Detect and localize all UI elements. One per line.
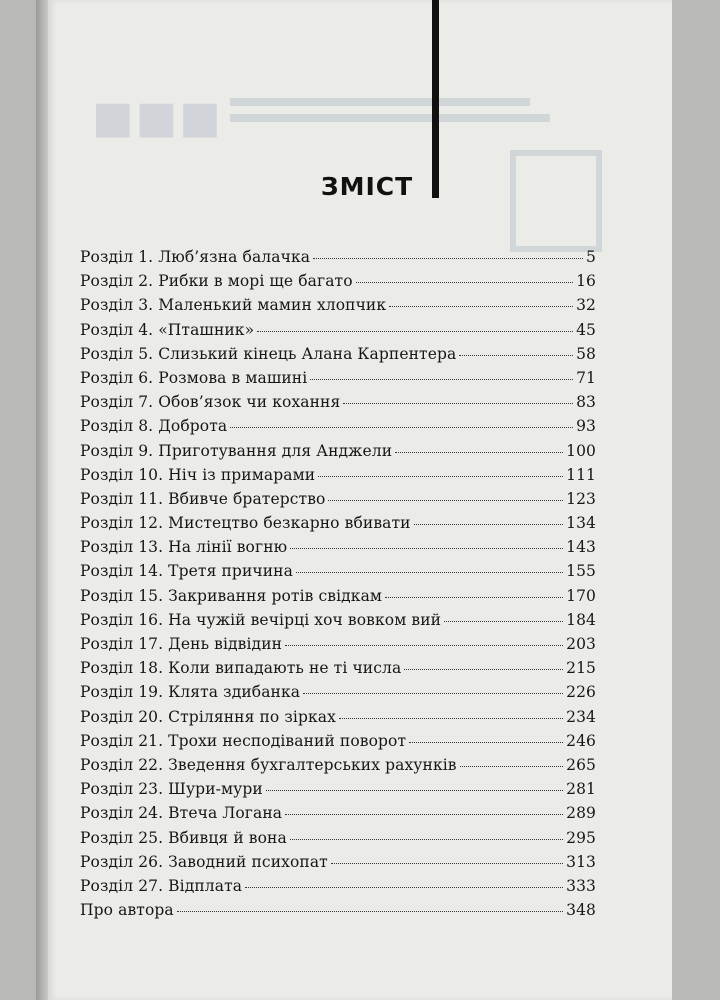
toc-page-number: 333 bbox=[566, 876, 596, 895]
toc-entry bbox=[80, 829, 596, 853]
toc-entry-label bbox=[80, 369, 307, 387]
toc-page-number: 155 bbox=[566, 562, 596, 581]
toc-chapter-title: Стріляння по зірках bbox=[168, 707, 336, 726]
toc-chapter-number: Розділ 17. bbox=[80, 635, 164, 653]
toc-leader-dots bbox=[404, 669, 563, 670]
toc-chapter-number: Розділ 24. bbox=[80, 804, 164, 823]
toc-chapter-number: Розділ 11. bbox=[80, 489, 164, 508]
toc-leader-dots bbox=[328, 500, 563, 501]
toc-page-number: 348 bbox=[566, 901, 596, 920]
toc-chapter-number: Розділ 20. bbox=[80, 707, 164, 726]
toc-entry-label bbox=[80, 538, 287, 556]
toc-entry bbox=[80, 490, 596, 514]
toc-chapter-number: Розділ 10. bbox=[80, 465, 164, 484]
toc-entry-label bbox=[80, 248, 310, 266]
toc-chapter-number: Розділ 9. bbox=[80, 441, 154, 460]
toc-page-number: 111 bbox=[566, 465, 596, 484]
toc-entry bbox=[80, 321, 596, 345]
toc-chapter-title: Маленький мамин хлопчик bbox=[158, 296, 387, 315]
toc-chapter-title: Трохи несподіваний поворот bbox=[168, 731, 407, 750]
toc-entry bbox=[80, 853, 596, 877]
toc-leader-dots bbox=[339, 718, 563, 719]
toc-chapter-title: Про автора bbox=[80, 901, 174, 920]
toc-chapter-title: Обов’язок чи кохання bbox=[158, 393, 341, 412]
toc-chapter-title: «Пташник» bbox=[158, 320, 255, 339]
toc-page-number: 234 bbox=[566, 707, 596, 726]
toc-chapter-title: На чужій вечірці хоч вовком вий bbox=[168, 610, 442, 629]
toc-chapter-title: Приготування для Анджели bbox=[158, 441, 393, 460]
toc-leader-dots bbox=[414, 524, 564, 525]
toc-leader-dots bbox=[266, 790, 563, 791]
toc-entry bbox=[80, 756, 596, 780]
toc-entry-label bbox=[80, 853, 328, 871]
toc-leader-dots bbox=[230, 427, 573, 428]
toc-page-number: 83 bbox=[576, 393, 596, 412]
toc-entry-label bbox=[80, 466, 315, 484]
toc-chapter-number: Розділ 3. bbox=[80, 296, 154, 315]
toc-leader-dots bbox=[459, 355, 573, 356]
toc-chapter-title: Вбивче братерство bbox=[168, 489, 326, 508]
toc-page-number: 32 bbox=[576, 296, 596, 315]
toc-page-number: 93 bbox=[576, 417, 596, 436]
toc-chapter-title: Відплата bbox=[168, 876, 243, 895]
toc-chapter-number: Розділ 25. bbox=[80, 828, 164, 847]
toc-page-number: 100 bbox=[566, 441, 596, 460]
toc-page-number: 5 bbox=[586, 248, 596, 266]
toc-entry bbox=[80, 708, 596, 732]
toc-leader-dots bbox=[389, 306, 573, 307]
toc-chapter-title: На лінії вогню bbox=[168, 538, 288, 557]
toc-entry bbox=[80, 248, 596, 272]
page-title: ЗМІСТ bbox=[320, 172, 414, 201]
toc-leader-dots bbox=[395, 452, 563, 453]
toc-entry-label bbox=[80, 659, 401, 677]
toc-chapter-number: Розділ 5. bbox=[80, 344, 154, 363]
toc-leader-dots bbox=[303, 693, 563, 694]
toc-page-number: 45 bbox=[576, 320, 596, 339]
toc-entry-label bbox=[80, 321, 254, 339]
toc-leader-dots bbox=[257, 331, 573, 332]
toc-chapter-number: Розділ 14. bbox=[80, 562, 164, 581]
toc-leader-dots bbox=[296, 572, 563, 573]
toc-entry-label bbox=[80, 732, 406, 750]
toc-page-number: 313 bbox=[566, 852, 596, 871]
toc-entry bbox=[80, 635, 596, 659]
toc-leader-dots bbox=[444, 621, 563, 622]
bleed-through-logo: ■■■ bbox=[92, 92, 223, 143]
toc-entry bbox=[80, 732, 596, 756]
toc-chapter-number: Розділ 8. bbox=[80, 417, 154, 436]
toc-chapter-number: Розділ 18. bbox=[80, 659, 164, 678]
toc-entry-label bbox=[80, 514, 411, 532]
toc-page-number: 215 bbox=[566, 659, 596, 678]
toc-entry-label bbox=[80, 272, 353, 290]
toc-entry bbox=[80, 466, 596, 490]
toc-chapter-title: Рибки в морі ще багато bbox=[158, 272, 353, 291]
toc-entry-label bbox=[80, 683, 300, 701]
toc-entry-label bbox=[80, 829, 287, 847]
toc-entry-label bbox=[80, 490, 325, 508]
toc-chapter-title: Втеча Логана bbox=[168, 804, 283, 823]
toc-leader-dots bbox=[318, 476, 563, 477]
bleed-through-line bbox=[230, 114, 550, 122]
toc-chapter-number: Розділ 6. bbox=[80, 368, 154, 387]
toc-leader-dots bbox=[177, 911, 563, 912]
toc-chapter-title: Зведення бухгалтерських рахунків bbox=[168, 755, 457, 774]
toc-page-number: 203 bbox=[566, 635, 596, 653]
toc-entry bbox=[80, 345, 596, 369]
toc-page-number: 184 bbox=[566, 610, 596, 629]
toc-leader-dots bbox=[290, 839, 563, 840]
toc-entry bbox=[80, 659, 596, 683]
toc-chapter-number: Розділ 2. bbox=[80, 272, 154, 291]
toc-chapter-title: Вбивця й вона bbox=[168, 828, 287, 847]
toc-entry bbox=[80, 683, 596, 707]
toc-chapter-number: Розділ 19. bbox=[80, 683, 164, 702]
toc-entry bbox=[80, 877, 596, 901]
toc-chapter-title: Мистецтво безкарно вбивати bbox=[168, 514, 411, 533]
toc-chapter-title: Доброта bbox=[158, 417, 228, 436]
toc-page-number: 289 bbox=[566, 804, 596, 823]
toc-page-number: 295 bbox=[566, 828, 596, 847]
toc-entry bbox=[80, 442, 596, 466]
toc-chapter-title: Коли випадають не ті числа bbox=[168, 659, 402, 678]
toc-page-number: 71 bbox=[576, 368, 596, 387]
bleed-through-box bbox=[510, 150, 602, 252]
toc-chapter-number: Розділ 4. bbox=[80, 320, 154, 339]
toc-page-number: 123 bbox=[566, 489, 596, 508]
toc-leader-dots bbox=[290, 548, 563, 549]
toc-chapter-number: Розділ 27. bbox=[80, 876, 164, 895]
toc-chapter-title: Клята здибанка bbox=[168, 683, 301, 702]
toc-page-number: 246 bbox=[566, 731, 596, 750]
toc-entry-label bbox=[80, 708, 336, 726]
toc-leader-dots bbox=[356, 282, 573, 283]
toc-entry-label bbox=[80, 442, 392, 460]
book-page bbox=[48, 0, 672, 1000]
toc-page-number: 134 bbox=[566, 514, 596, 533]
toc-leader-dots bbox=[385, 597, 563, 598]
toc-entry bbox=[80, 804, 596, 828]
toc-entry bbox=[80, 901, 596, 925]
toc-entry-label bbox=[80, 756, 457, 774]
toc-page-number: 143 bbox=[566, 538, 596, 557]
table-of-contents bbox=[80, 248, 596, 925]
toc-chapter-title: Розмова в машині bbox=[158, 368, 308, 387]
toc-page-number: 58 bbox=[576, 344, 596, 363]
toc-entry bbox=[80, 780, 596, 804]
toc-entry bbox=[80, 369, 596, 393]
toc-entry-label bbox=[80, 611, 441, 629]
toc-entry-label bbox=[80, 780, 263, 798]
toc-entry bbox=[80, 296, 596, 320]
toc-entry-label bbox=[80, 635, 282, 653]
toc-chapter-number: Розділ 12. bbox=[80, 514, 164, 533]
toc-entry-label bbox=[80, 417, 227, 435]
toc-leader-dots bbox=[310, 379, 573, 380]
toc-chapter-number: Розділ 16. bbox=[80, 610, 164, 629]
toc-page-number: 226 bbox=[566, 683, 596, 702]
toc-entry bbox=[80, 538, 596, 562]
toc-page-number: 16 bbox=[576, 272, 596, 291]
toc-chapter-number: Розділ 21. bbox=[80, 731, 164, 750]
toc-entry-label bbox=[80, 877, 242, 895]
toc-page-number: 265 bbox=[566, 755, 596, 774]
toc-entry-label bbox=[80, 562, 293, 580]
toc-leader-dots bbox=[460, 766, 563, 767]
toc-chapter-title: Ніч із примарами bbox=[168, 465, 316, 484]
toc-chapter-number: Розділ 15. bbox=[80, 586, 164, 605]
toc-page-number: 170 bbox=[566, 586, 596, 605]
toc-leader-dots bbox=[343, 403, 573, 404]
toc-entry-label bbox=[80, 804, 282, 822]
toc-leader-dots bbox=[313, 258, 583, 259]
toc-leader-dots bbox=[285, 814, 563, 815]
toc-entry-label bbox=[80, 587, 382, 605]
toc-leader-dots bbox=[245, 887, 563, 888]
toc-chapter-number: Розділ 7. bbox=[80, 393, 154, 412]
toc-chapter-title: Заводний психопат bbox=[168, 852, 328, 871]
toc-entry bbox=[80, 562, 596, 586]
toc-chapter-number: Розділ 26. bbox=[80, 852, 164, 871]
toc-chapter-number: Розділ 13. bbox=[80, 538, 164, 557]
toc-entry-label bbox=[80, 393, 340, 411]
toc-chapter-title: Третя причина bbox=[168, 562, 293, 581]
toc-chapter-number: Розділ 22. bbox=[80, 755, 164, 774]
toc-entry-label bbox=[80, 345, 456, 363]
page-edge-shadow bbox=[36, 0, 48, 1000]
toc-entry bbox=[80, 587, 596, 611]
toc-chapter-title: Люб’язна балачка bbox=[158, 248, 311, 266]
toc-entry-label bbox=[80, 296, 386, 314]
toc-entry-label bbox=[80, 901, 174, 919]
toc-chapter-title: Слизький кінець Алана Карпентера bbox=[158, 344, 457, 363]
toc-chapter-title: Закривання ротів свідкам bbox=[168, 586, 383, 605]
bleed-through-line bbox=[230, 98, 530, 106]
toc-entry bbox=[80, 514, 596, 538]
bookmark-ribbon bbox=[432, 0, 439, 198]
toc-leader-dots bbox=[285, 645, 563, 646]
toc-entry bbox=[80, 611, 596, 635]
toc-chapter-title: Шури-мури bbox=[168, 780, 263, 799]
toc-leader-dots bbox=[409, 742, 563, 743]
toc-leader-dots bbox=[331, 863, 563, 864]
toc-chapter-number: Розділ 1. bbox=[80, 248, 154, 266]
toc-entry bbox=[80, 393, 596, 417]
toc-entry bbox=[80, 417, 596, 441]
toc-entry bbox=[80, 272, 596, 296]
toc-page-number: 281 bbox=[566, 780, 596, 799]
toc-chapter-title: День відвідин bbox=[168, 635, 283, 653]
toc-chapter-number: Розділ 23. bbox=[80, 780, 164, 799]
